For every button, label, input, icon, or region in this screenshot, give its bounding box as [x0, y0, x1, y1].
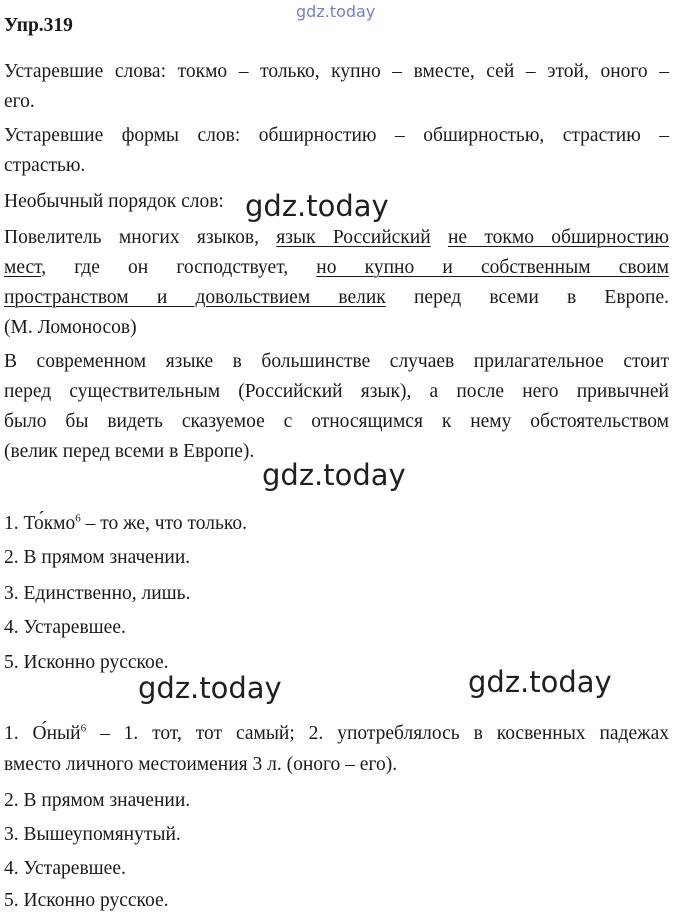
list1-item4: 4. Устаревшее. — [4, 617, 126, 638]
list2-item5: 5. Исконно русское. — [4, 890, 169, 911]
exercise-title: Упр.319 — [4, 15, 73, 36]
list2-item1-line2: вместо личного местоимения 3 л. (оного – его). — [4, 754, 398, 775]
quote-line2-text: , где он господствует, — [41, 257, 317, 278]
list2-item1 — [4, 722, 669, 746]
quote-author: (М. Ломоносов) — [4, 317, 137, 338]
list2-item1-rest: – 1. тот, тот самый; 2. употреблялось в косвенных падежах — [86, 723, 670, 744]
quote-line2 — [4, 256, 669, 280]
quote-line1 — [4, 226, 669, 250]
list1-item1-sup: 6 — [75, 512, 81, 525]
watermark-2: gdz.today — [262, 458, 406, 492]
list2-item1-sup: 6 — [80, 722, 87, 735]
list1-item2: 2. В прямом значении. — [4, 547, 191, 568]
watermark-1: gdz.today — [245, 189, 389, 223]
list1-item5: 5. Исконно русское. — [4, 652, 169, 673]
quote-underline-3: мест — [4, 257, 42, 278]
list1-item1-rest: – то же, что только. — [80, 513, 247, 534]
para3-label: Необычный порядок слов: — [4, 191, 224, 212]
quote-underline-2: не токмо обширностию — [447, 227, 669, 248]
list2-item2: 2. В прямом значении. — [4, 790, 191, 811]
watermark-top: gdz.today — [296, 2, 376, 21]
list1-item3: 3. Единственно, лишь. — [4, 583, 191, 604]
para4-line1: В современном языке в большинстве случаев прилагательное стоит — [4, 351, 669, 372]
quote-line1-text: Повелитель многих языков, — [4, 227, 277, 248]
list1-item1 — [4, 512, 247, 536]
quote-underline-5: пространством и довольствием велик — [4, 287, 386, 308]
watermark-4: gdz.today — [468, 665, 612, 699]
para1-line1: Устаревшие слова: токмо – только, купно – вместе, сей – этой, оного – — [4, 61, 669, 82]
para4-line4: (велик перед всеми в Европе). — [4, 441, 255, 462]
quote-underline-1: язык Российский — [276, 227, 431, 248]
watermark-3: gdz.today — [138, 671, 282, 705]
list2-item3: 3. Вышеупомянутый. — [4, 824, 181, 845]
quote-line3 — [4, 286, 669, 310]
quote-underline-4: но купно и собственным своим — [316, 257, 669, 278]
para1-line2: его. — [4, 91, 35, 112]
para2-line2: страстью. — [4, 155, 86, 176]
para4-line2: перед существительным (Российский язык), а после него привычней — [4, 381, 669, 402]
quote-space — [431, 227, 448, 248]
list2-item4: 4. Устаревшее. — [4, 858, 126, 879]
list2-item1-word: 1. О́ный — [4, 723, 81, 744]
list1-item1-word: 1. То́кмо — [4, 513, 76, 534]
para2-line1: Устаревшие формы слов: обширностию – обширностью, страстию – — [4, 125, 669, 146]
quote-line3-text: перед всеми в Европе. — [385, 287, 669, 308]
para4-line3: было бы видеть сказуемое с относящимся к нему обстоятельством — [4, 411, 669, 432]
